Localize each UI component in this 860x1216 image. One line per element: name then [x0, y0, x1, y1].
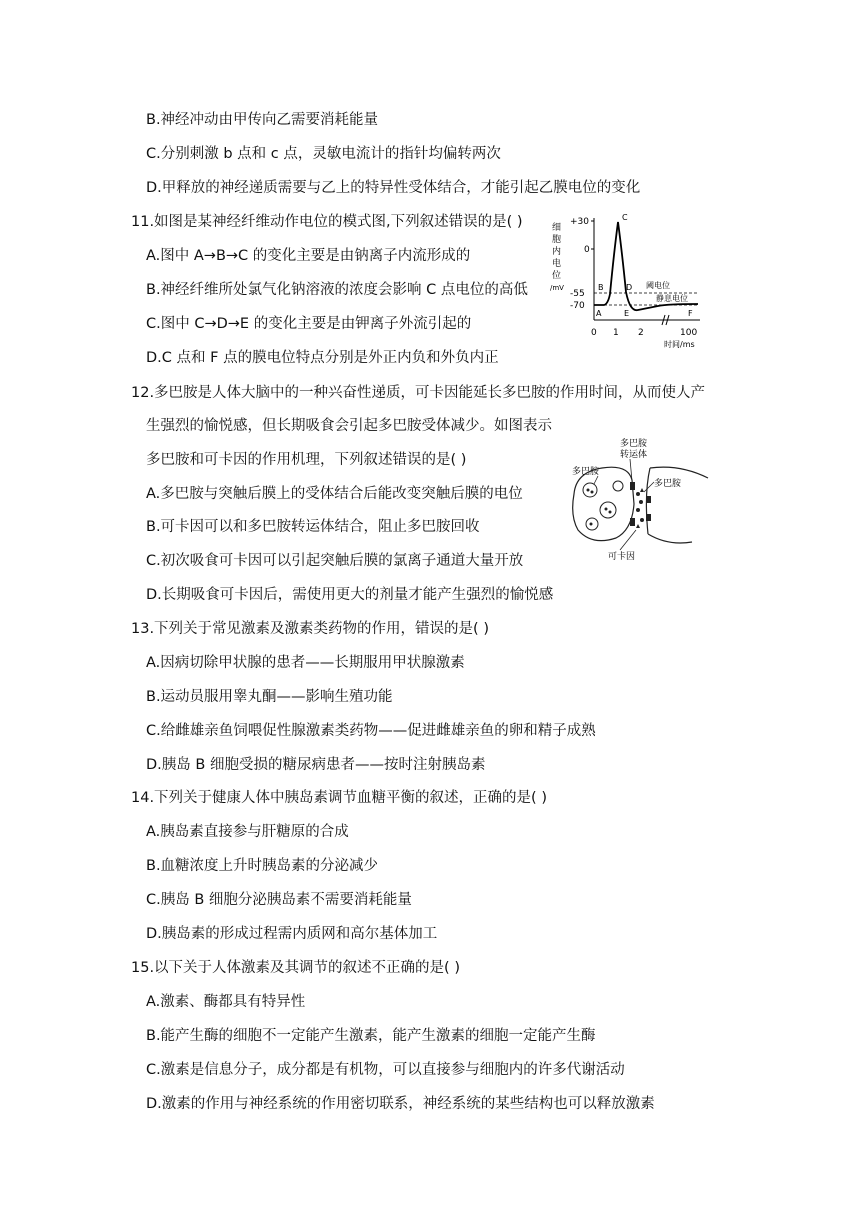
- q15-option-c: C.激素是信息分子，成分都是有机物，可以直接参与细胞内的许多代谢活动: [146, 1062, 625, 1078]
- ylabel-char-2: 胞: [552, 235, 562, 245]
- ytick-minus70: -70: [570, 301, 585, 311]
- xtick-0: 0: [591, 328, 597, 338]
- threshold-label: 阈电位: [646, 281, 670, 290]
- ytick-plus30: +30: [570, 217, 589, 227]
- transporter-label-2: 转运体: [620, 450, 648, 460]
- point-f: F: [688, 309, 693, 318]
- q11-stem: 11.如图是某神经纤维动作电位的模式图,下列叙述错误的是( ): [131, 214, 523, 230]
- q14-option-a: A.胰岛素直接参与肝糖原的合成: [146, 824, 349, 840]
- q13-option-c: C.给雌雄亲鱼饲喂促性腺激素类药物——促进雌雄亲鱼的卵和精子成熟: [146, 723, 596, 739]
- q11-option-d: D.C 点和 F 点的膜电位特点分别是外正内负和外负内正: [146, 350, 499, 366]
- ytick-minus55: -55: [570, 289, 585, 299]
- q15-stem: 15.以下关于人体激素及其调节的叙述不正确的是( ): [131, 960, 460, 976]
- q11-option-a: A.图中 A→B→C 的变化主要是由钠离子内流形成的: [146, 248, 471, 264]
- point-a: A: [596, 309, 602, 318]
- q14-option-c: C.胰岛 B 细胞分泌胰岛素不需要消耗能量: [146, 892, 412, 908]
- q12-option-d: D.长期吸食可卡因后，需使用更大的剂量才能产生强烈的愉悦感: [146, 587, 554, 603]
- q12-option-b: B.可卡因可以和多巴胺转运体结合，阻止多巴胺回收: [146, 519, 480, 535]
- q14-option-d: D.胰岛素的形成过程需内质网和高尔基体加工: [146, 926, 438, 942]
- xtick-2: 2: [638, 328, 644, 338]
- q13-option-a: A.因病切除甲状腺的患者——长期服用甲状腺激素: [146, 655, 465, 671]
- q13-option-b: B.运动员服用睾丸酮——影响生殖功能: [146, 689, 393, 705]
- ylabel-char-3: 内: [552, 247, 562, 257]
- transporter-label-1: 多巴胺: [620, 439, 648, 449]
- synapse-figure: [568, 434, 714, 566]
- ytick-0: 0: [584, 245, 590, 255]
- ylabel-char-1: 细: [552, 223, 562, 233]
- point-b: B: [598, 283, 604, 292]
- q12-stem-line-1: 12.多巴胺是人体大脑中的一种兴奋性递质，可卡因能延长多巴胺的作用时间，从而使人产: [131, 385, 706, 401]
- action-potential-figure: [548, 212, 708, 352]
- q12-option-a: A.多巴胺与突触后膜上的受体结合后能改变突触后膜的电位: [146, 486, 523, 502]
- xtick-1: 1: [613, 328, 619, 338]
- point-d: D: [626, 283, 633, 292]
- q11-option-c: C.图中 C→D→E 的变化主要是由钾离子外流引起的: [146, 316, 472, 332]
- xtick-100: 100: [680, 328, 698, 338]
- ylabel-char-5: 位: [552, 271, 562, 281]
- resting-label: 静息电位: [656, 294, 688, 303]
- xlabel: 时间/ms: [664, 340, 695, 349]
- dopamine-label-left: 多巴胺: [572, 467, 600, 477]
- dopamine-label-right: 多巴胺: [654, 479, 682, 489]
- q13-stem: 13.下列关于常见激素及激素类药物的作用，错误的是( ): [131, 621, 489, 637]
- q14-option-b: B.血糖浓度上升时胰岛素的分泌减少: [146, 858, 379, 874]
- q10-option-c: C.分别刺激 b 点和 c 点，灵敏电流计的指针均偏转两次: [146, 146, 501, 162]
- q12-stem-line-3: 多巴胺和可卡因的作用机理，下列叙述错误的是( ): [146, 452, 467, 468]
- q14-stem: 14.下列关于健康人体中胰岛素调节血糖平衡的叙述，正确的是( ): [131, 790, 547, 806]
- q11-option-b: B.神经纤维所处氯气化钠溶液的浓度会影响 C 点电位的高低: [146, 282, 528, 298]
- q15-option-a: A.激素、酶都具有特异性: [146, 994, 306, 1010]
- point-e: E: [624, 309, 630, 318]
- point-c: C: [622, 213, 628, 222]
- q12-stem-line-2: 生强烈的愉悦感，但长期吸食会引起多巴胺受体减少。如图表示: [146, 418, 552, 434]
- q10-option-d: D.甲释放的神经递质需要与乙上的特异性受体结合，才能引起乙膜电位的变化: [146, 180, 641, 196]
- cocaine-label: 可卡因: [608, 552, 636, 562]
- q12-option-c: C.初次吸食可卡因可以引起突触后膜的氯离子通道大量开放: [146, 553, 524, 569]
- q15-option-b: B.能产生酶的细胞不一定能产生激素，能产生激素的细胞一定能产生酶: [146, 1028, 596, 1044]
- ylabel-char-4: 电: [552, 259, 562, 269]
- q15-option-d: D.激素的作用与神经系统的作用密切联系，神经系统的某些结构也可以释放激素: [146, 1096, 655, 1112]
- q10-option-b: B.神经冲动由甲传向乙需要消耗能量: [146, 112, 379, 128]
- q13-option-d: D.胰岛 B 细胞受损的糖尿病患者——按时注射胰岛素: [146, 757, 486, 773]
- ylabel-unit: /mV: [550, 284, 564, 292]
